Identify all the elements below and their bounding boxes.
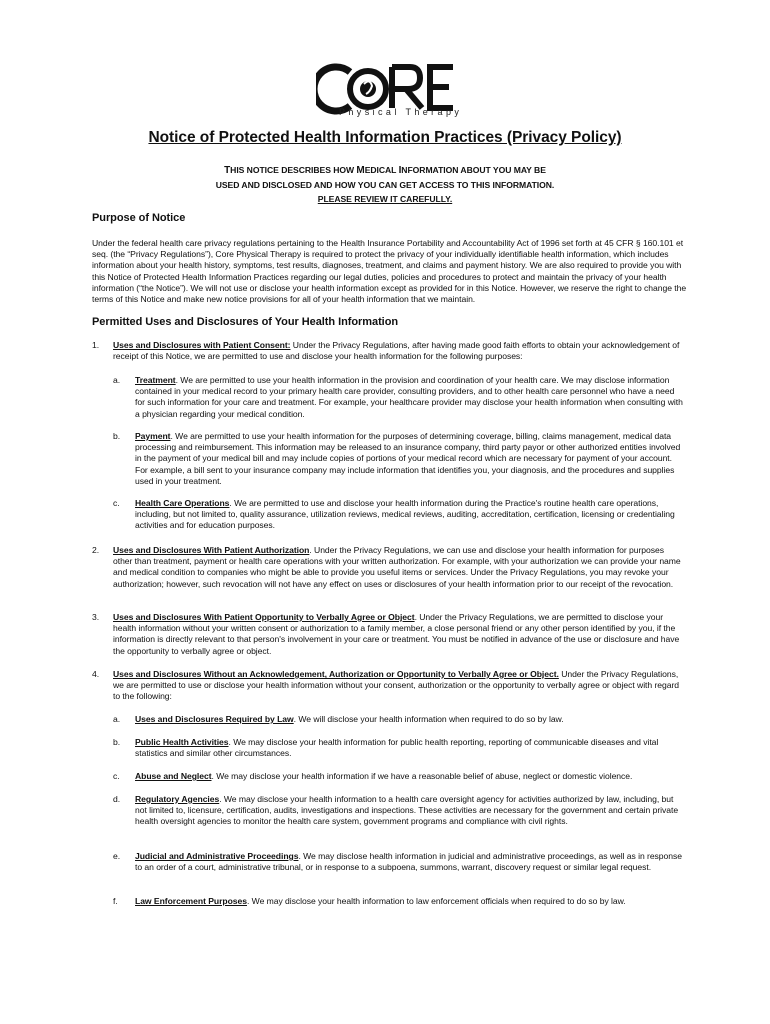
item-label: Uses and Disclosures Without an Acknowledgement, Authorization or Opportunity to Verbally Agree or Object. <box>113 669 559 679</box>
item-label: Uses and Disclosures With Patient Opportunity to Verbally Agree or Object <box>113 612 415 622</box>
page-title: Notice of Protected Health Information Practices (Privacy Policy) <box>148 129 622 146</box>
sub-label: Health Care Operations <box>135 498 230 508</box>
sub-label: Treatment <box>135 375 176 385</box>
purpose-text: Under the federal health care privacy regulations pertaining to the Health Insurance Portability and Accountability Act of 1996 set forth at 45 CFR § 160.101 et seq. (the “Privacy Regulations”), Core Physical Therapy is required to protect the privacy of your individually identifiable health information, which includes information about your health history, symptoms, test results, diagnoses, treatment, and claims and payment history. We are also required to provide you with this Notice of Protected Health Information Practices regarding our legal duties, policies and procedures to protect and maintain the privacy of your health information (“the Notice”). We will not use or disclose your health information except as provided for in this Notice. However, we reserve the right to change the terms of this Notice and make new notice provisions for all of your health information that we maintain. <box>92 238 687 305</box>
item-label: Uses and Disclosures with Patient Consent: <box>113 340 291 350</box>
sub-label: Abuse and Neglect <box>135 771 212 781</box>
purpose-heading: Purpose of Notice <box>92 212 186 224</box>
permitted-heading: Permitted Uses and Disclosures of Your Health Information <box>92 316 399 328</box>
sub-label: Judicial and Administrative Proceedings <box>135 851 299 861</box>
document-page: Physical Therapy Notice of Protected Health Information Practices (Privacy Policy) THIS NOTICE DESCRIBES HOW MEDICAL INFORMATION ABOUT YOU MAY BE USED AND DISCLOSED AND HOW YOU CAN GET ACCESS TO THIS INFORMATION. PLEASE REVIEW IT CAREFULLY. Purpose of Notice Under the federal health care privacy regulations pertaining to the Health Insurance Portability and Accountability Act of 1996 set forth at 45 CFR § 160.101 et seq. (the “Privacy Regulations”), Core Physical Therapy is required to protect the privacy of your individually identifiable health information, which includes information about your health history, symptoms, test results, diagnoses, treatment, and claims and payment history. We are also required to provide you with this Notice of Protected Health Information Practices regarding our legal duties, policies and procedures to protect and maintain the privacy of your health information (“the Notice”). We will not use or disclose your health information except as provided for in this Notice. However, we reserve the right to change the terms of this Notice and make new notice provisions for all of your health information that we maintain. Permitted Uses and Disclosures of Your Health Information 1. Uses and Disclosures with Patient Consent: Under the Privacy Regulations, after having made good faith efforts to obtain your acknowledgement of receipt of this Notice, we are permitted to use and disclose your health information for the following purposes: a. Treatment. We are permitted to use your health information in the provision and coordination of your health care. We may disclose information contained in your medical record to your primary health care provider, consulting providers, and to other health care personnel who have a need for such information for your care and treatment. For example, your healthcare provider may disclose your health information when consulting with a physician regarding your medical condition. b. Payment. We are permitted to use your health information for the purposes of determining coverage, billing, claims management, medical data processing and reimbursement. This information may be released to an insurance company, third party payor or other authorized entities involved in the payment of your medical bill and may include copies of portions of your medical record which are necessary for payment of your account. For example, a bill sent to your insurance company may include information that identifies you, your diagnosis, and the procedures and supplies used in your treatment. c. Health Care Operations. We are permitted to use and disclose your health information during the Practice's routine health care operations, including, but not limited to, quality assurance, utilization reviews, medical reviews, auditing, accreditation, certification, licensing or credentialing activities and for education purposes. 2. Uses and Disclosures With Patient Authorization. Under the Privacy Regulations, we can use and disclose your health information for purposes other than treatment, payment or health care operations with your written authorization. For example, with your authorization we can provide your name and medical condition to companies who might be able to provide you useful items or services. Under the Privacy Regulations, you may revoke your authorization; however, such revocation will not have any effect on uses or disclosures of your health information prior to our receipt of the revocation. 3. Uses and Disclosures With Patient Opportunity to Verbally Agree or Object. Under the Privacy Regulations, we are permitted to disclose your health information without your written consent or authorization to a family member, a close personal friend or any other person identified by you, if the information is directly relevant to that person's involvement in your care or treatment. You must be notified in advance of the use or disclosure and have the opportunity to verbally agree or object. 4. Uses and Disclosures Without an Acknowledgement, Authorization or Opportunity to Verbally Agree or Object. Under the Privacy Regulations, we are permitted to use or disclose your health information without your consent, authorization or the opportunity to verbally agree or object with regard to the following: a. Uses and Disclosures Required by Law. We will disclose your health information when required to do so by law. b. Public Health Activities. We may disclose your health information for public health reporting, reporting of communicable diseases and vital statistics and similar other circumstances. c. Abuse and Neglect. We may disclose your health information if we have a reasonable belief of abuse, neglect or domestic violence. d. Regulatory Agencies. We may disclose your health information to a health care oversight agency for activities authorized by law, including, but not limited to, licensure, certification, audits, investigations and inspections. These activities are necessary for the government and certain private health oversight agencies to monitor the health care system, government programs and compliance with civil rights. e. Judicial and Administrative Proceedings. We may disclose health information in judicial and administrative proceedings, as well as in response to an order of a court, administrative tribunal, or in response to a subpoena, summons, warrant, discovery request or similar legal request. f. Law Enforcement Purposes. We may disclose your health information to law enforcement officials when required to do so by law. <box>0 0 770 1024</box>
sub-label: Public Health Activities <box>135 737 229 747</box>
item-label: Uses and Disclosures With Patient Authorization <box>113 545 310 555</box>
notice-line-3: PLEASE REVIEW IT CAREFULLY. <box>317 194 453 204</box>
notice-banner <box>0 163 770 206</box>
sub-label: Uses and Disclosures Required by Law <box>135 714 294 724</box>
sub-label: Law Enforcement Purposes <box>135 896 247 906</box>
notice-line-1: THIS NOTICE DESCRIBES HOW MEDICAL INFORMATION ABOUT YOU MAY BE <box>224 165 546 176</box>
sub-label: Payment <box>135 431 171 441</box>
notice-line-2: USED AND DISCLOSED AND HOW YOU CAN GET ACCESS TO THIS INFORMATION. <box>215 180 555 190</box>
sub-label: Regulatory Agencies <box>135 794 220 804</box>
logo-tagline: Physical Therapy <box>339 107 463 117</box>
